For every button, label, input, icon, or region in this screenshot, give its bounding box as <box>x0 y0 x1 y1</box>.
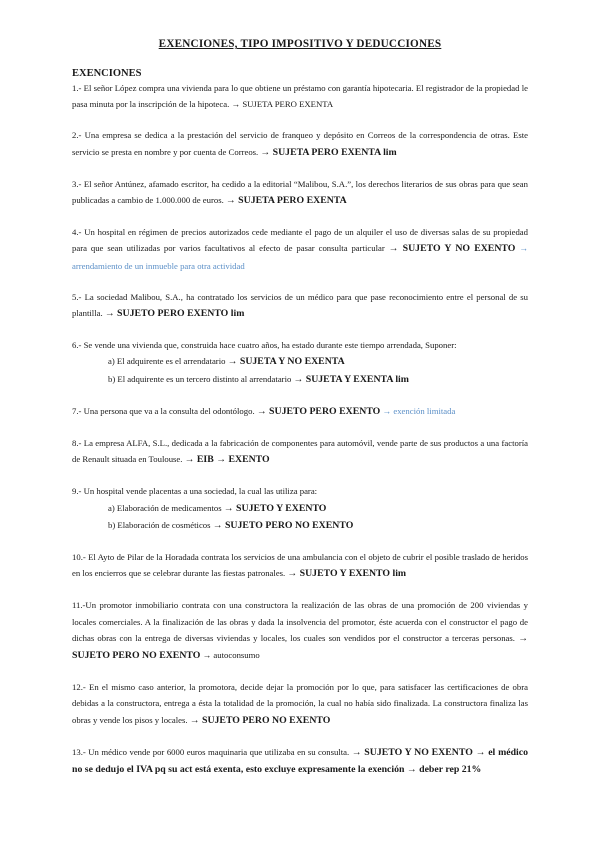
exercise-text: 6.- Se vende una vivienda que, construida hace cuatro años, ha estado durante este tiempo arrendada, Suponer: <box>72 340 457 351</box>
answer-note: → arrendamiento de un inmueble para otra actividad <box>72 243 529 271</box>
exercise-text: 4.- Un hospital en régimen de precios autorizados cede mediante el pago de un alquiler el uso de diversas salas de su propiedad para que sean utilizadas por varios facultativos al efecto de pasar consulta particular <box>72 227 528 254</box>
answer: → SUJETO Y EXENTO <box>223 502 327 514</box>
answer: → SUJETA PERO EXENTA <box>231 99 334 110</box>
answer: → SUJETO Y NO EXENTO → el médico no se dedujo el IVA pq su act está exenta, esto excluye expresamente la exención → deber rep 21% <box>72 746 528 776</box>
exercise-text: 3.- El señor Antúnez, afamado escritor, ha cedido a la editorial “Malibou, S.A.”, los derechos literarios de sus obras para que sean publicadas a cambio de 1.000.000 de euros. <box>72 178 528 206</box>
exercise-item-5 <box>72 289 528 322</box>
exercise-text: 5.- La sociedad Malibou, S.A., ha contratado los servicios de un médico para que pase reconocimiento entre el personal de su plantilla. <box>72 291 528 319</box>
exercise-item-11 <box>72 597 528 664</box>
exercise-text: 8.- La empresa ALFA, S.L., dedicada a la fabricación de componentes para automóvil, vende parte de sus productos a una factoría de Renault situada en Toulouse. <box>72 438 528 465</box>
sub-item-b <box>72 517 528 534</box>
answer: → SUJETO PERO NO EXENTO <box>72 632 528 662</box>
answer-note: → exención limitada <box>382 405 456 416</box>
exercise-item-9 <box>72 483 528 534</box>
exercise-item-1 <box>72 80 528 112</box>
exercise-item-13 <box>72 744 528 778</box>
answer: → SUJETA Y NO EXENTA <box>227 356 345 368</box>
sub-item-b <box>72 371 528 388</box>
answer: → SUJETO Y NO EXENTO <box>388 243 516 255</box>
answer: → SUJETO PERO NO EXENTO <box>212 519 354 531</box>
sub-item-text: b) Elaboración de cosméticos <box>108 519 211 530</box>
sub-item-a <box>72 353 528 370</box>
exercise-item-6 <box>72 337 528 388</box>
sub-item-text: a) Elaboración de medicamentos <box>108 502 222 513</box>
sub-item-text: b) El adquirente es un tercero distinto al arrendatario <box>108 373 292 384</box>
exercise-text: 10.- El Ayto de Pilar de la Horadada contrata los servicios de una ambulancia con el objeto de cubrir el posible traslado de heridos en los encierros que se celebrar durante las fiestas patronales. <box>72 552 528 579</box>
section-heading: EXENCIONES <box>72 68 142 79</box>
exercise-text: 7.- Una persona que va a la consulta del odontólogo. <box>72 405 255 416</box>
document-title: EXENCIONES, TIPO IMPOSITIVO Y DEDUCCIONES <box>158 38 442 50</box>
exercise-item-10 <box>72 549 528 582</box>
sub-item-a <box>72 500 528 517</box>
exercise-item-8 <box>72 435 528 468</box>
exercise-item-2 <box>72 127 528 160</box>
answer: → EIB → EXENTO <box>184 454 270 466</box>
answer: → SUJETO PERO EXENTO lim <box>104 308 245 320</box>
answer-suffix: → autoconsumo <box>202 650 260 661</box>
exercise-item-12 <box>72 679 528 729</box>
answer: → SUJETO PERO NO EXENTO <box>189 714 331 726</box>
exercise-text: 1.- El señor López compra una vivienda para lo que obtiene un préstamo con garantía hipotecaria. El registrador de la propiedad le pasa minuta por la inscripción de la hipoteca. <box>72 83 528 110</box>
exercise-text: 13.- Un médico vende por 6000 euros maquinaria que utilizaba en su consulta. <box>72 746 350 757</box>
answer: → SUJETA PERO EXENTA lim <box>260 146 397 158</box>
sub-item-text: a) El adquirente es el arrendatario <box>108 356 226 367</box>
answer: → SUJETO Y EXENTO lim <box>287 568 407 580</box>
exercise-item-4 <box>72 224 528 274</box>
exercise-text: 11.-Un promotor inmobiliario contrata con una constructora la realización de las obras de una promoción de 200 viviendas y locales comerciales. A la finalización de las obras y dada la insolvencia del promotor, éste acuerda con el constructor el pago de dichas obras con la entrega de diversas viviendas y locales, los cuales son vendidos por el constructor a terceras personas. <box>72 600 528 643</box>
exercise-item-3 <box>72 176 528 209</box>
exercise-text: 9.- Un hospital vende placentas a una sociedad, la cual las utiliza para: <box>72 486 318 497</box>
answer: → SUJETO PERO EXENTO <box>256 405 381 417</box>
answer: → SUJETA Y EXENTA lim <box>293 373 409 385</box>
exercise-text: 12.- En el mismo caso anterior, la promotora, decide dejar la promoción por lo que, para satisfacer las certificaciones de obra debidas a la constructora, entrega a ésta la totalidad de la promoción, la cual no había sido finalizada. La constructora finaliza las obras y vende los pisos y locales. <box>72 682 528 725</box>
answer: → SUJETA PERO EXENTA <box>225 195 347 207</box>
exercise-item-7 <box>72 403 528 420</box>
exercise-text: 2.- Una empresa se dedica a la prestación del servicio de franqueo y depósito en Correos de la correspondencia de otras. Este servicio se presta en nombre y por cuenta de Correos. <box>72 130 528 157</box>
